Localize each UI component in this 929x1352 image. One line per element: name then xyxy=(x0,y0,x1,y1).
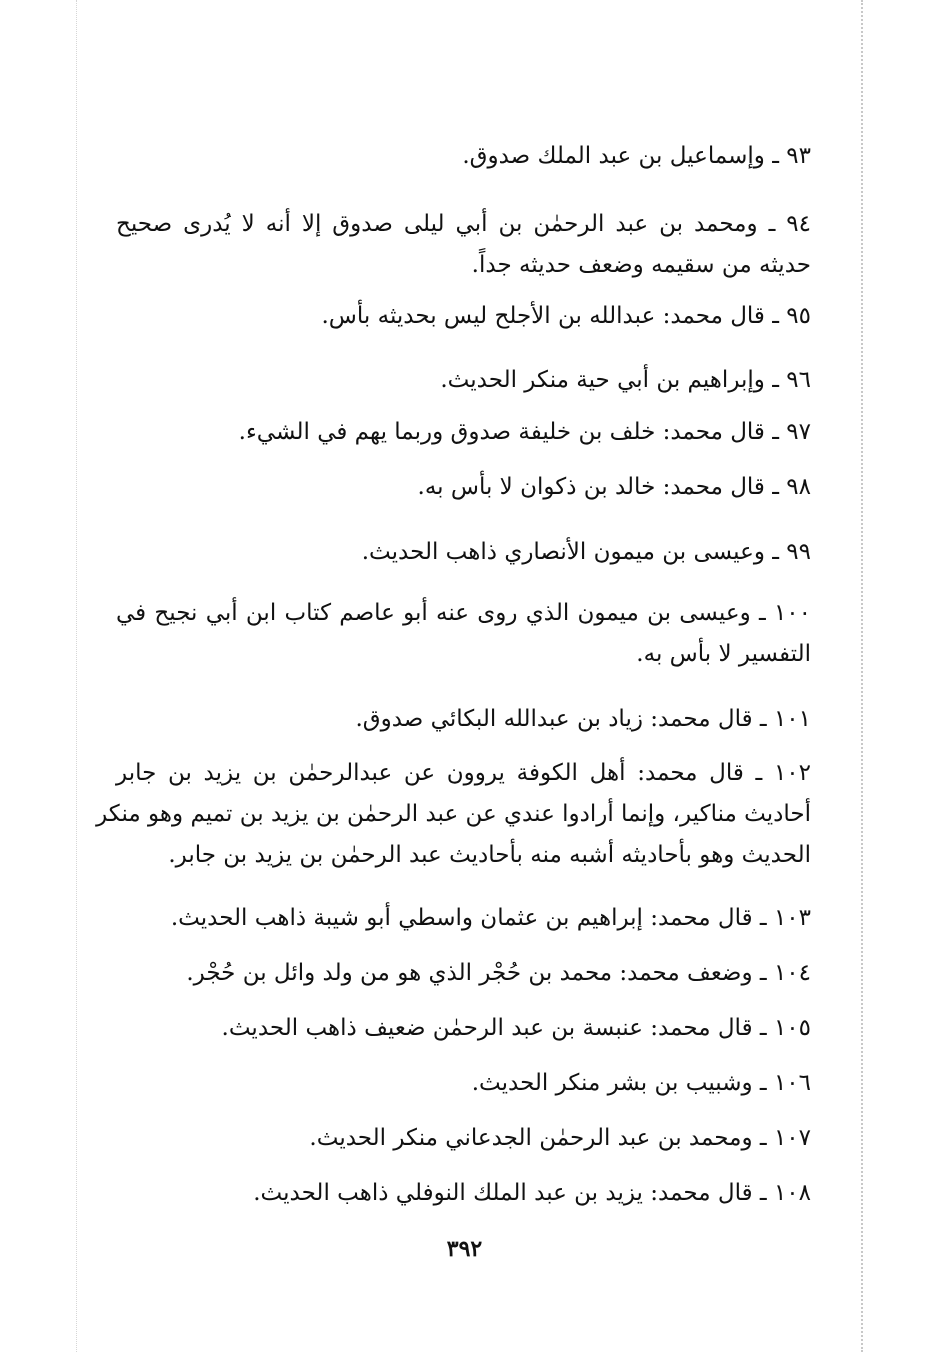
entry-line: ٩٦ ـ وإبراهيم بن أبي حية منكر الحديث. xyxy=(440,367,811,393)
entry-104 xyxy=(116,953,811,994)
entry-line: حديثه من سقيمه وضعف حديثه جداً. xyxy=(471,252,811,278)
entry-94 xyxy=(116,204,811,286)
entry-line: ١٠٦ ـ وشبيب بن بشر منكر الحديث. xyxy=(471,1070,811,1096)
entry-102 xyxy=(96,753,811,876)
entry-101 xyxy=(116,699,811,740)
entry-line: ١٠٣ ـ قال محمد: إبراهيم بن عثمان واسطي أبو شيبة ذاهب الحديث. xyxy=(170,905,811,931)
entry-line: ٩٤ ـ ومحمد بن عبد الرحمٰن بن أبي ليلى صدوق إلا أنه لا يُدرى صحيح xyxy=(116,211,811,237)
entry-107 xyxy=(116,1118,811,1159)
entry-line: ٩٨ ـ قال محمد: خالد بن ذكوان لا بأس به. xyxy=(417,474,811,500)
entry-105 xyxy=(116,1008,811,1049)
entry-97 xyxy=(116,412,811,453)
entry-line: ٩٣ ـ وإسماعيل بن عبد الملك صدوق. xyxy=(462,143,811,169)
entry-line: ١٠٤ ـ وضعف محمد: محمد بن حُجْر الذي هو من ولد وائل بن حُجْر. xyxy=(186,960,811,986)
entry-line: الحديث وهو بأحاديثه أشبه منه بأحاديث عبد الرحمٰن بن يزيد بن جابر. xyxy=(168,842,811,868)
entry-line: التفسير لا بأس به. xyxy=(636,641,811,667)
scan-edge-right xyxy=(861,0,863,1352)
entry-100 xyxy=(116,593,811,675)
entry-98 xyxy=(116,467,811,508)
entry-line: ١٠٠ ـ وعيسى بن ميمون الذي روى عنه أبو عاصم كتاب ابن أبي نجيح في xyxy=(116,600,811,626)
entry-line: ٩٥ ـ قال محمد: عبدالله بن الأجلح ليس بحديثه بأس. xyxy=(321,303,811,329)
entry-106 xyxy=(116,1063,811,1104)
entry-line: ١٠١ ـ قال محمد: زياد بن عبدالله البكائي صدوق. xyxy=(355,706,811,732)
scan-edge-left xyxy=(76,0,77,1352)
entry-line: ١٠٧ ـ ومحمد بن عبد الرحمٰن الجدعاني منكر الحديث. xyxy=(309,1125,811,1151)
entry-96 xyxy=(116,360,811,401)
entry-line: ٩٧ ـ قال محمد: خلف بن خليفة صدوق وربما يهم في الشيء. xyxy=(238,419,811,445)
entry-103 xyxy=(116,898,811,939)
entry-line: ٩٩ ـ وعيسى بن ميمون الأنصاري ذاهب الحديث. xyxy=(361,539,811,565)
entry-line: ١٠٥ ـ قال محمد: عنبسة بن عبد الرحمٰن ضعيف ذاهب الحديث. xyxy=(221,1015,811,1041)
entry-95 xyxy=(116,296,811,337)
entry-line: ١٠٨ ـ قال محمد: يزيد بن عبد الملك النوفلي ذاهب الحديث. xyxy=(253,1180,811,1206)
page-number: ٣٩٢ xyxy=(446,1236,483,1262)
entry-93 xyxy=(116,136,811,177)
entry-99 xyxy=(116,532,811,573)
entry-108 xyxy=(116,1173,811,1214)
entry-line: أحاديث مناكير، وإنما أرادوا عندي عن عبد الرحمٰن بن يزيد بن تميم وهو منكر xyxy=(96,801,811,827)
entry-line: ١٠٢ ـ قال محمد: أهل الكوفة يروون عن عبدالرحمٰن بن يزيد بن جابر xyxy=(116,760,811,786)
